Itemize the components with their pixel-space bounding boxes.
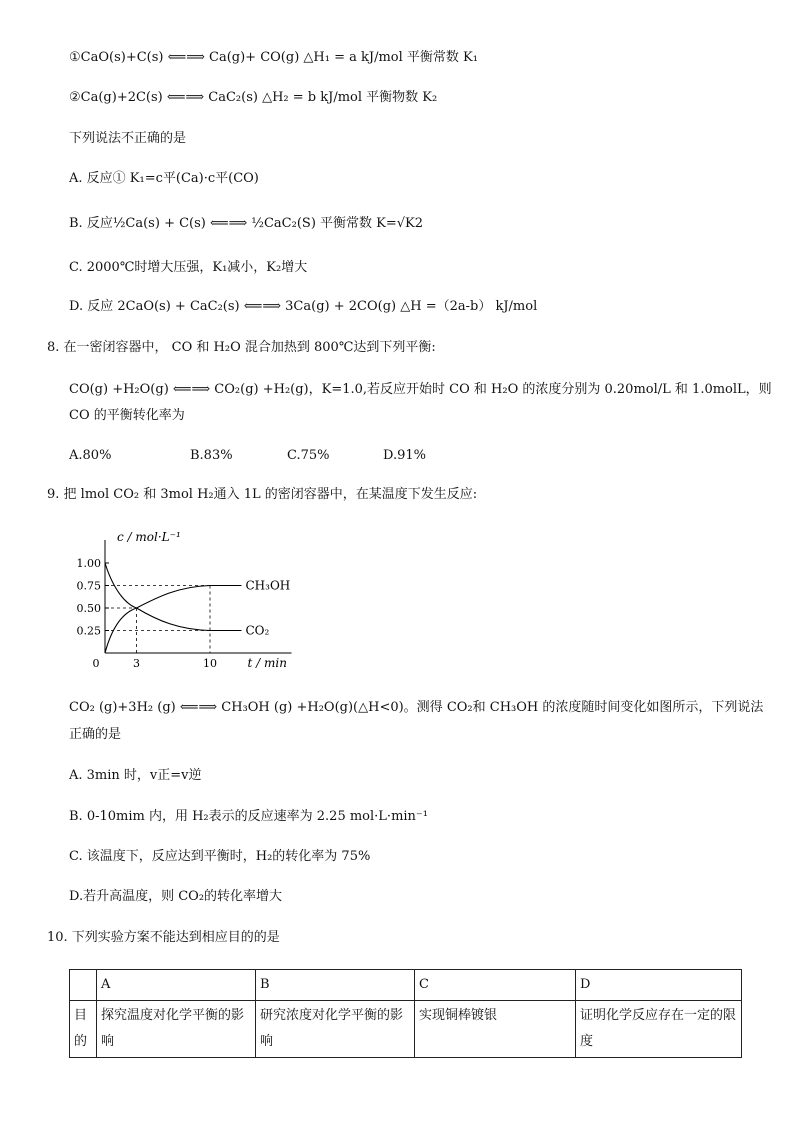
q8-options	[69, 448, 469, 464]
q8-option-b: B.83%	[190, 448, 233, 463]
concentration-time-chart	[68, 528, 308, 678]
y-tick-label: 0.50	[76, 602, 101, 615]
x-tick-label: 0	[92, 657, 100, 670]
x-tick-label: 3	[133, 657, 140, 670]
q8-option-a: A.80%	[69, 448, 112, 463]
y-tick-label: 0.75	[76, 579, 101, 593]
series-line-0	[105, 586, 242, 654]
q9-line2: 正确的是	[69, 727, 122, 742]
x-axis-label: t / min	[247, 656, 287, 670]
q8-line2: CO 的平衡转化率为	[69, 408, 185, 423]
q9-option-a: A. 3min 时，v正=v逆	[69, 768, 202, 783]
experiment-table	[69, 969, 742, 1058]
q8-option-c: C.75%	[287, 448, 330, 463]
table-header-cell: D	[576, 970, 742, 1001]
q10-stem: 10. 下列实验方案不能达到相应目的的是	[47, 930, 280, 945]
q7-option-a: A. 反应① K₁=c平(Ca)·c平(CO)	[69, 171, 259, 186]
table-header-cell: B	[256, 970, 415, 1001]
chart-labels	[77, 530, 291, 670]
series-label-0: CH₃OH	[245, 578, 291, 593]
q9-option-c: C. 该温度下，反应达到平衡时，H₂的转化率为 75%	[69, 849, 371, 864]
q7-option-c: C. 2000℃时增大压强，K₁减小，K₂增大	[69, 260, 308, 275]
table-cell: 研究浓度对化学平衡的影响	[256, 1001, 415, 1058]
q7-option-d: D. 反应 2CaO(s) + CaC₂(s) ⟸⟹ 3Ca(g) + 2CO(g) △H =（2a-b） kJ/mol	[69, 299, 538, 314]
q8-stem: 8. 在一密闭容器中， CO 和 H₂O 混合加热到 800℃达到下列平衡:	[47, 340, 436, 355]
q7-reaction2: ②Ca(g)+2C(s) ⟸⟹ CaC₂(s) △H₂ = b kJ/mol 平衡物数 K₂	[69, 90, 438, 105]
q9-line1: CO₂ (g)+3H₂ (g) ⟸⟹ CH₃OH (g) +H₂O(g)(△H<0)。测得 CO₂和 CH₃OH 的浓度随时间变化如图所示，下列说法	[69, 700, 764, 715]
q9-option-d: D.若升高温度，则 CO₂的转化率增大	[69, 889, 283, 904]
q7-question: 下列说法不正确的是	[69, 131, 187, 146]
q9-option-b: B. 0-10mim 内，用 H₂表示的反应速率为 2.25 mol·L·min⁻¹	[69, 809, 428, 824]
table-header-cell: C	[415, 970, 576, 1001]
y-tick-label: 1.00	[76, 557, 101, 570]
table-header-row	[70, 970, 742, 1001]
x-tick-label: 10	[203, 657, 217, 670]
table-header-cell	[70, 970, 97, 1001]
table-header-cell: A	[97, 970, 256, 1001]
table-row	[70, 1001, 742, 1058]
series-line-1	[105, 563, 242, 631]
y-axis-label: c / mol·L⁻¹	[117, 530, 181, 544]
table-cell: 证明化学反应存在一定的限度	[576, 1001, 742, 1058]
q9-stem: 9. 把 lmol CO₂ 和 3mol H₂通入 1L 的密闭容器中，在某温度下发生反应:	[47, 487, 478, 502]
table-cell: 探究温度对化学平衡的影响	[97, 1001, 256, 1058]
table-row-label: 目的	[70, 1001, 97, 1058]
q7-reaction1: ①CaO(s)+C(s) ⟸⟹ Ca(g)+ CO(g) △H₁ = a kJ/mol 平衡常数 K₁	[69, 50, 478, 65]
q8-option-d: D.91%	[383, 448, 426, 463]
y-tick-label: 0.25	[76, 624, 101, 638]
q8-line1: CO(g) +H₂O(g) ⟸⟹ CO₂(g) +H₂(g)，K=1.0,若反应开始时 CO 和 H₂O 的浓度分别为 0.20mol/L 和 1.0molL，则	[69, 382, 772, 397]
series-label-1: CO₂	[245, 623, 270, 638]
q7-option-b: B. 反应½Ca(s) + C(s) ⟸⟹ ½CaC₂(S) 平衡常数 K=√K2	[69, 216, 424, 231]
table-cell: 实现铜棒镀银	[415, 1001, 576, 1058]
